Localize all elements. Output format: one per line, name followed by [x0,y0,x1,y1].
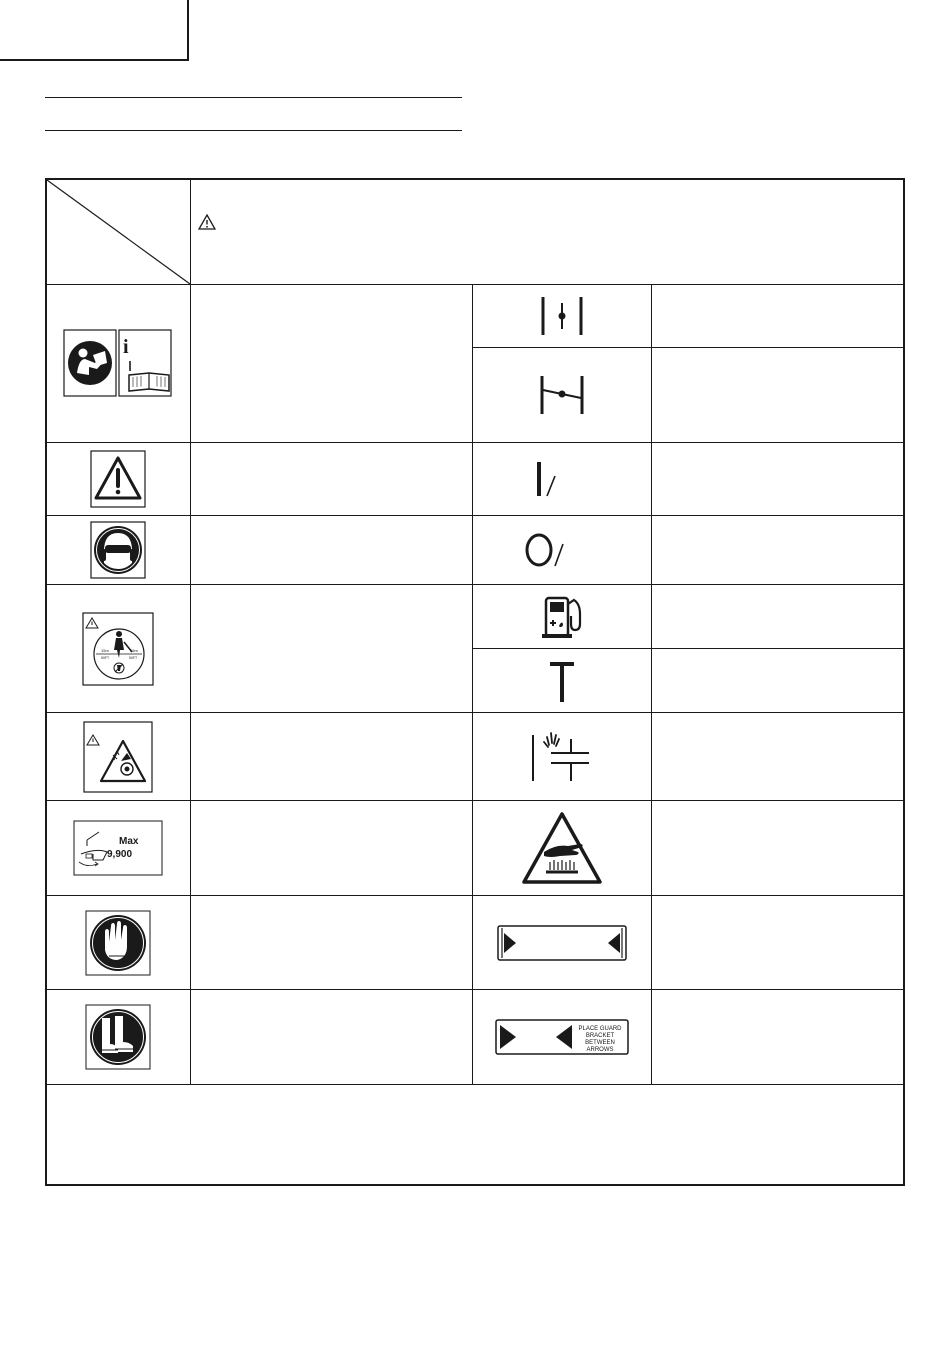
distance-label-right: 15m [130,647,138,653]
wear-gloves-icon [85,910,151,976]
fuel-pump-icon [540,594,584,640]
choke-closed-icon [539,374,585,416]
t-handle-icon [547,658,577,704]
guard-arrows-blank-icon [496,924,628,962]
keep-distance-15m-icon [82,612,154,686]
guard-label-line-3: BETWEEN [585,1040,615,1046]
hot-surface-icon [520,810,604,886]
header-diagonal [45,178,191,285]
symbol-wear-boots [46,990,190,1084]
distance-label-right-ft: 50FT [129,655,138,660]
column-divider [190,178,191,1084]
warning-triangle-icon [90,450,146,508]
symbol-head-protection [46,516,190,584]
head-eye-ear-protection-icon [90,521,146,579]
corner-tab [0,0,189,61]
symbol-t-handle [473,649,651,712]
symbol-switch-on [473,443,623,515]
symbol-switch-off [473,516,623,584]
symbol-fuel [473,585,651,648]
title-rule-top [45,97,462,98]
choke-open-icon [540,295,584,337]
symbol-thrown-objects [46,713,190,800]
symbol-guard-arrows [473,896,651,989]
thrown-objects-warning-icon [83,721,153,793]
symbol-guard-arrows-label [473,990,651,1084]
symbol-read-manual [46,285,190,442]
symbol-choke-closed [473,348,651,442]
symbol-max-speed [46,801,190,895]
symbol-hot-surface [473,801,651,895]
symbol-primer [473,713,651,800]
guard-label-line-2: BRACKET [585,1033,615,1039]
primer-spray-icon [529,729,595,785]
guard-label-line-1: PLACE GUARD [578,1026,622,1032]
wear-boots-icon [85,1004,151,1070]
read-manual-icon [63,329,173,399]
guard-label-line-4: ARROWS [586,1047,614,1053]
title-rule-bottom [45,130,462,131]
svg-text:i: i [123,335,129,358]
switch-on-icon [533,458,563,500]
switch-off-icon [523,530,573,570]
max-speed-value: 9,900 [107,849,133,860]
row-divider [45,1084,905,1085]
symbol-keep-distance [46,585,190,712]
warning-triangle-icon [198,214,216,230]
symbol-warning [46,443,190,515]
symbol-choke-open [473,285,651,347]
distance-label-left: 15m [101,647,109,653]
guard-arrows-label-icon [494,1018,630,1056]
symbol-wear-gloves [46,896,190,989]
max-label: Max [119,836,139,847]
max-speed-icon [73,820,163,876]
distance-label-left-ft: 50FT [101,655,110,660]
column-divider [651,284,652,1084]
